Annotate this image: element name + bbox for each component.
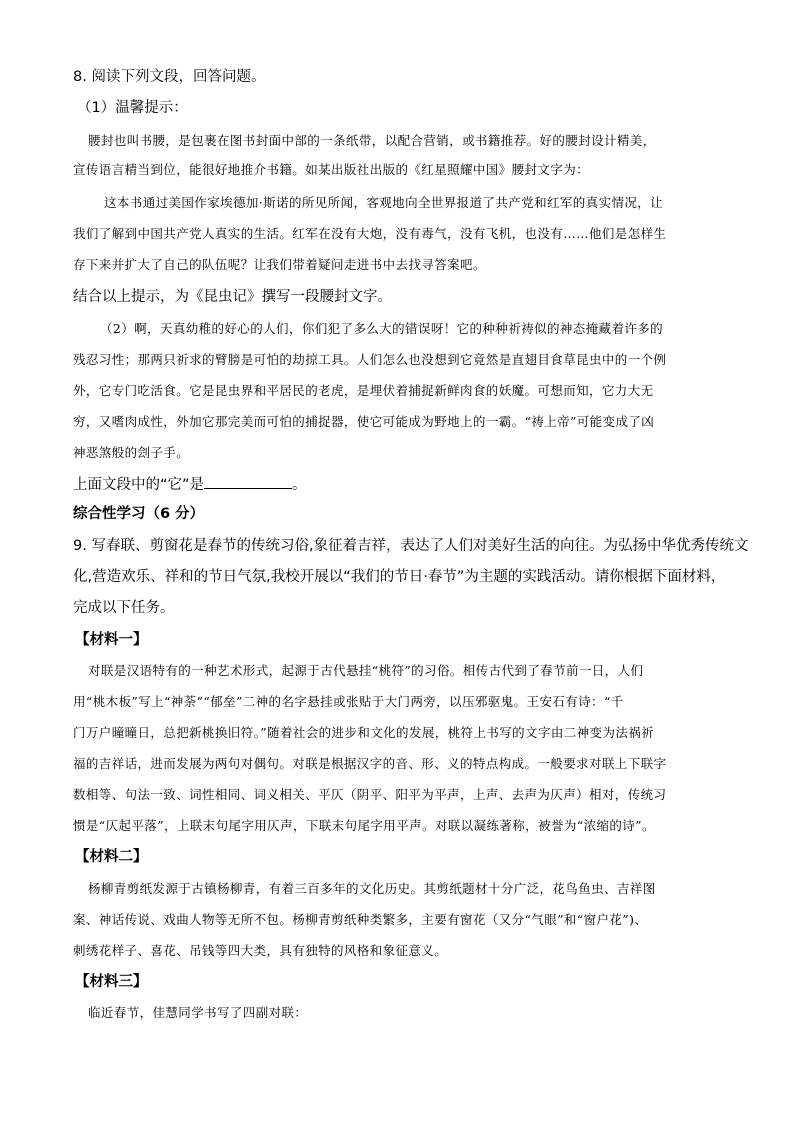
passage-line: 穷，又嗜肉成性，外加它那完美而可怕的捕捉器，使它可能成为野地上的一霸。“祷上帝”可能变成了凶	[73, 414, 655, 429]
tip-line: 腰封也叫书腰，是包裹在图书封面中部的一条纸带，以配合营销，或书籍推荐。好的腰封设计精美，	[88, 133, 656, 148]
task-2-suffix: 。	[292, 477, 307, 493]
material-1-label: 【材料一】	[75, 632, 148, 648]
material-1-line: 对联是汉语特有的一种艺术形式，起源于古代悬挂“桃符”的习俗。相传古代到了春节前一日，人们	[88, 663, 644, 678]
material-1-line: 门万户曈曈日，总把新桃换旧符。”随着社会的进步和文化的发展，桃符上书写的文字由二神变为法祸祈	[73, 725, 655, 740]
question-9-line: 化,营造欢乐、祥和的节日气氛,我校开展以“我们的节日·春节”为主题的实践活动。请你根据下面材料，	[73, 569, 726, 585]
question-9-line: 完成以下任务。	[73, 600, 175, 616]
material-1-line: 数相等、句法一致、词性相同、词义相关、平仄（阴平、阳平为平声，上声、去声为仄声）相对，传统习	[73, 787, 667, 802]
material-2-line: 杨柳青剪纸发源于古镇杨柳青，有着三百多年的文化历史。其剪纸题材十分广泛，花鸟鱼虫、吉祥图	[88, 881, 656, 896]
answer-blank[interactable]	[204, 474, 292, 489]
material-1-line: 用“桃木板”写上“神荼”“郁垒”二神的名字悬挂或张贴于大门两旁，以压邪驱鬼。王安石有诗：“千	[73, 694, 624, 709]
passage-line: 残忍习性；那两只祈求的臂膀是可怕的劫掠工具。人们怎么也没想到它竟然是直翅目食草昆虫中的一个例	[73, 352, 667, 367]
material-3-line: 临近春节，佳慧同学书写了四副对联：	[88, 1005, 308, 1020]
material-1-line: 福的吉祥话，进而发展为两句对偶句。对联是根据汉字的音、形、义的特点构成。一般要求对联上下联字	[73, 756, 667, 771]
material-2-line: 案、神话传说、戏曲人物等无所不包。杨柳青剪纸种类繁多，主要有窗花（又分“气眼”和“窗户花”)、	[73, 912, 648, 927]
question-8-title: 8. 阅读下列文段，回答问题。	[73, 69, 266, 85]
section-heading: 综合性学习（6 分）	[73, 506, 205, 522]
material-3-label: 【材料三】	[75, 974, 148, 990]
material-2-label: 【材料二】	[75, 849, 148, 865]
material-1-line: 惯是“仄起平落”，上联末句尾字用仄声，下联末句尾字用平声。对联以凝练著称，被誉为“浓缩的诗”。	[73, 818, 655, 833]
tip-line: 这本书通过美国作家埃德加·斯诺的所见所闻，客观地向全世界报道了共产党和红军的真实情况，让	[104, 195, 664, 210]
material-2-line: 刺绣花样子、喜花、吊钱等四大类，具有独特的风格和象征意义。	[73, 943, 448, 958]
hint-label: （1）温馨提示：	[77, 100, 188, 116]
task-2	[73, 474, 307, 494]
task-2-prefix: 上面文段中的“它”是	[73, 477, 205, 493]
passage-line: 外，它专门吃活食。它是昆虫界和平居民的老虎，是埋伏着捕捉新鲜肉食的妖魔。可想而知，它力大无	[73, 383, 654, 398]
task-1: 结合以上提示，为《昆虫记》撰写一段腰封文字。	[73, 289, 392, 305]
question-9-line: 9. 写春联、剪窗花是春节的传统习俗,象征着吉祥，表达了人们对美好生活的向往。为弘扬中华优秀传统文	[73, 538, 749, 554]
tip-line: 宣传语言精当到位，能很好地推介书籍。如某出版社出版的《红星照耀中国》腰封文字为：	[73, 162, 590, 177]
passage-line: 神恶煞般的刽子手。	[73, 445, 190, 460]
tip-line: 存下来并扩大了自己的队伍呢？让我们带着疑问走进书中去找寻答案吧。	[73, 257, 486, 272]
passage-line: （2）啊，天真幼稚的好心的人们，你们犯了多么大的错误呀！它的种种祈祷似的神态掩藏着许多的	[100, 321, 664, 336]
tip-line: 我们了解到中国共产党人真实的生活。红军在没有大炮，没有毒气，没有飞机，也没有……他们是怎样生	[73, 226, 667, 241]
